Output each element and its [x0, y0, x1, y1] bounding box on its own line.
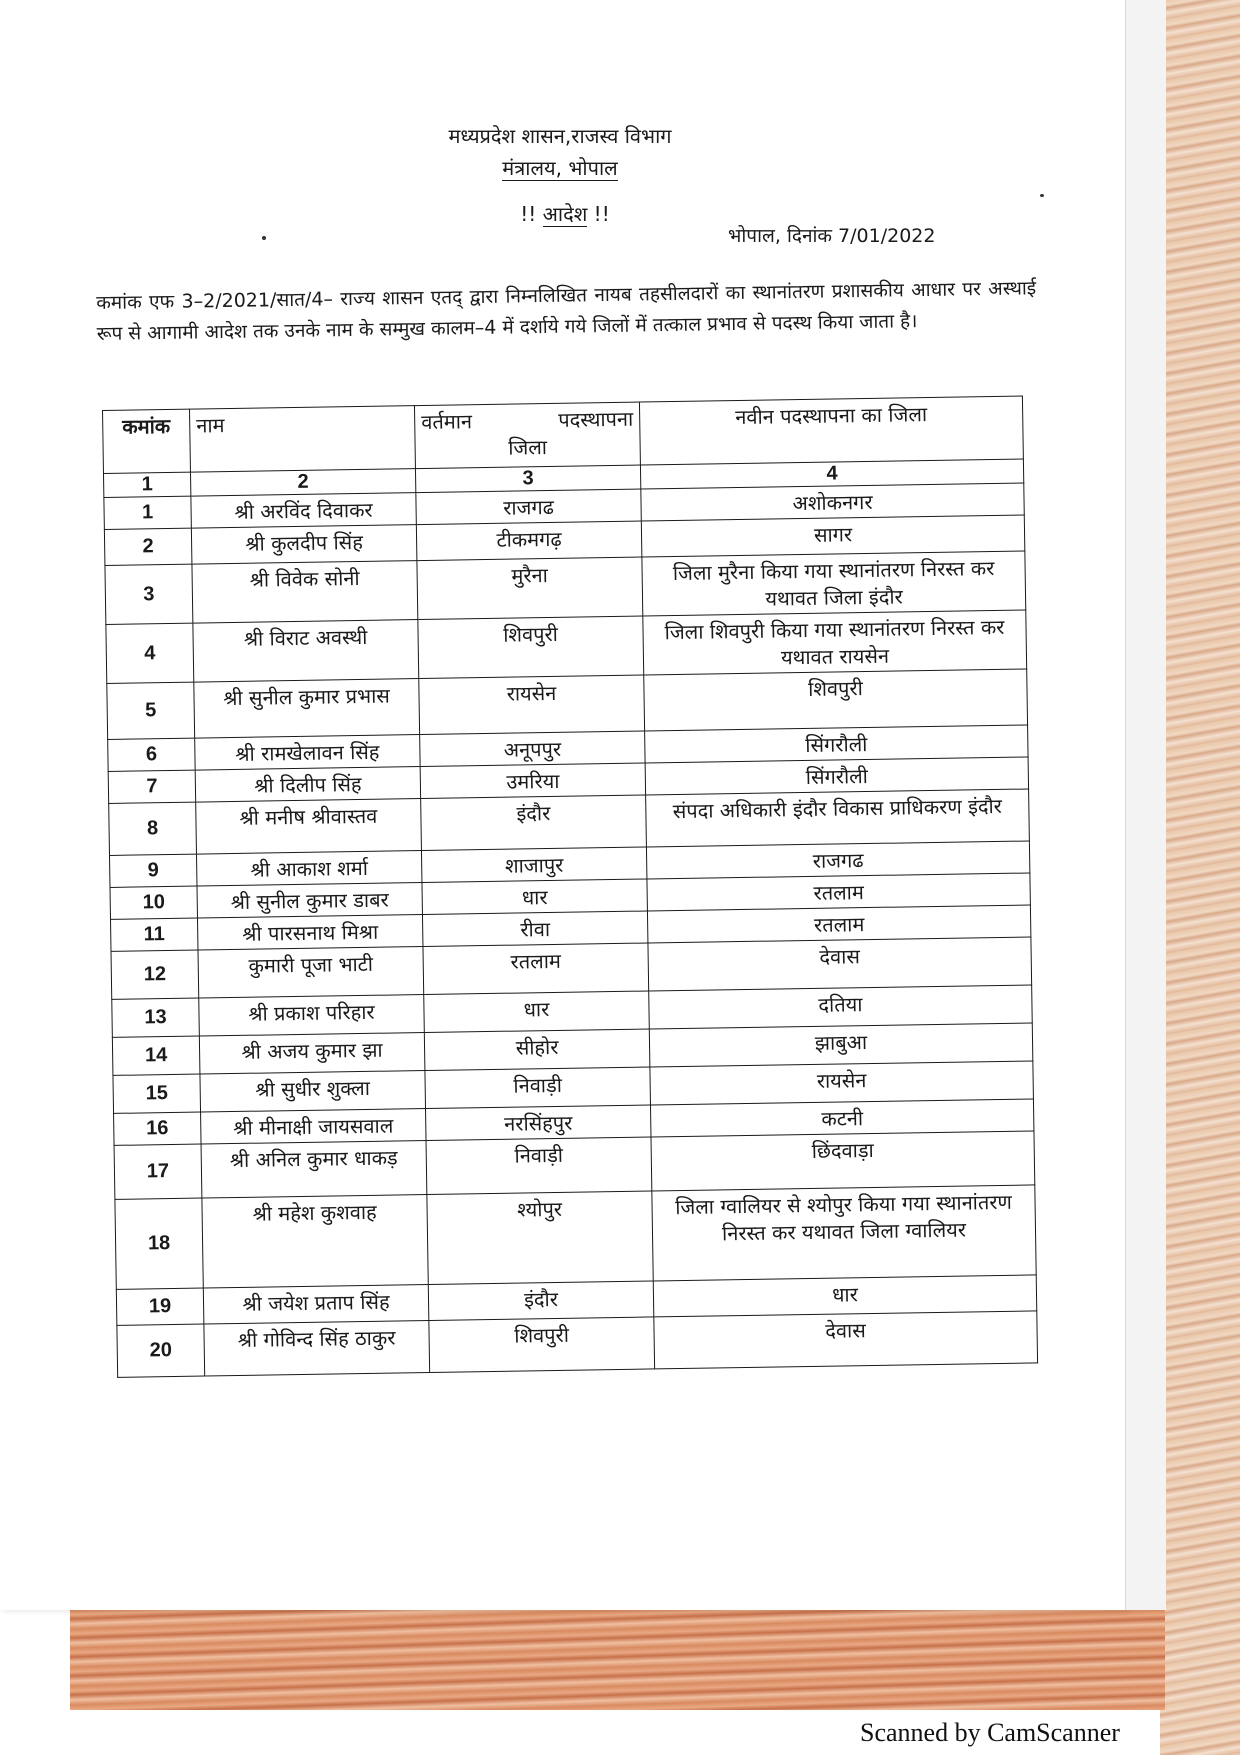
row-current-district: मुरैना: [417, 557, 643, 620]
row-new-district: जिला ग्वालियर से श्योपुर किया गया स्थानांतरण निरस्त कर यथावत जिला ग्वालियर: [652, 1185, 1036, 1281]
row-name: श्री सुनील कुमार प्रभास: [194, 679, 420, 739]
department-heading: मध्यप्रदेश शासन,राजस्व विभाग: [448, 124, 672, 148]
row-serial: 8: [109, 802, 197, 855]
row-current-district: शाजापुर: [421, 847, 646, 883]
row-new-district: रतलाम: [647, 873, 1030, 911]
row-new-district: देवास: [648, 937, 1032, 991]
row-new-district: सिंगरौली: [645, 725, 1028, 763]
page-edge: [1125, 0, 1166, 1610]
row-name: श्री रामखेलावन सिंह: [195, 735, 420, 771]
row-name: श्री अरविंद दिवाकर: [191, 493, 416, 529]
row-current-district: धार: [424, 991, 650, 1033]
row-current-district: अनूपपुर: [420, 731, 645, 767]
row-serial: 14: [112, 1036, 200, 1075]
row-serial: 3: [105, 564, 193, 624]
row-name: श्री सुनील कुमार डाबर: [197, 883, 422, 919]
row-new-district: सिंगरौली: [645, 757, 1028, 795]
row-name: श्री मीनाक्षी जायसवाल: [201, 1109, 426, 1145]
row-name: श्री अजय कुमार झा: [199, 1033, 425, 1075]
wood-background-right: [1160, 0, 1240, 1755]
row-new-district: सागर: [641, 515, 1025, 557]
column-number: 2: [190, 469, 415, 497]
row-new-district: देवास: [654, 1311, 1038, 1369]
row-name: श्री आकाश शर्मा: [196, 851, 421, 887]
row-new-district: शिवपुरी: [644, 669, 1028, 731]
row-current-district: उमरिया: [420, 763, 645, 799]
header-new-district: नवीन पदस्थापना का जिला: [639, 396, 1023, 465]
row-serial: 13: [112, 998, 200, 1037]
row-name: श्री कुलदीप सिंह: [191, 525, 417, 565]
row-current-district: निवाड़ी: [425, 1067, 651, 1109]
row-name: श्री दिलीप सिंह: [195, 767, 420, 803]
column-number: 4: [640, 459, 1023, 489]
header-name: नाम: [189, 406, 415, 473]
row-name: श्री महेश कुशवाह: [202, 1194, 428, 1288]
row-current-district: रतलाम: [423, 943, 649, 995]
row-serial: 5: [107, 682, 195, 739]
row-current-district: इंदौर: [421, 795, 647, 851]
row-name: श्री मनीष श्रीवास्तव: [196, 799, 422, 855]
row-serial: 10: [110, 886, 197, 919]
row-new-district: अशोकनगर: [641, 483, 1024, 521]
transfer-table: [102, 396, 1038, 1378]
row-current-district: शिवपुरी: [418, 616, 644, 679]
row-current-district: धार: [422, 879, 647, 915]
row-current-district: श्योपुर: [427, 1191, 653, 1285]
row-new-district: जिला मुरैना किया गया स्थानांतरण निरस्त कर यथावत जिला इंदौर: [642, 551, 1026, 616]
scan-speck: [1040, 194, 1044, 197]
row-current-district: नरसिंहपुर: [426, 1105, 651, 1141]
row-name: श्री विराट अवस्थी: [193, 620, 419, 683]
ministry-heading: मंत्रालय, भोपाल: [502, 156, 618, 180]
scan-speck: [262, 236, 266, 240]
row-new-district: दतिया: [649, 985, 1033, 1029]
row-new-district: झाबुआ: [649, 1023, 1033, 1067]
row-new-district: धार: [653, 1275, 1037, 1317]
row-serial: 17: [114, 1144, 202, 1199]
row-serial: 15: [113, 1074, 201, 1113]
row-current-district: सीहोर: [424, 1029, 650, 1071]
row-new-district: रतलाम: [647, 905, 1030, 943]
row-new-district: कटनी: [650, 1099, 1033, 1137]
row-serial: 2: [104, 528, 192, 565]
header-serial: कमांक: [103, 409, 191, 473]
row-serial: 6: [108, 738, 195, 771]
row-new-district: जिला शिवपुरी किया गया स्थानांतरण निरस्त कर यथावत रायसेन: [643, 610, 1027, 675]
place-date-line: भोपाल, दिनांक 7/01/2022: [728, 225, 936, 247]
row-serial: 7: [108, 770, 195, 803]
row-serial: 1: [104, 496, 191, 529]
table-row: [115, 1185, 1036, 1289]
row-new-district: राजगढ: [646, 841, 1029, 879]
row-name: श्री गोविन्द सिंह ठाकुर: [204, 1320, 430, 1376]
scanner-watermark: Scanned by CamScanner: [860, 1718, 1120, 1747]
row-serial: 20: [117, 1324, 205, 1377]
order-paragraph: कमांक एफ 3–2/2021/सात/4– राज्य शासन एतद् द्वारा निम्नलिखित नायब तहसीलदारों का स्थानांतरण प्रशासकीय आधार पर अस्थाई रूप से आगामी आदेश तक उनके नाम के सम्मुख कालम–4 में दर्शाये गये जिलों में तत्काल प्रभाव से पदस्थ किया जाता है।: [96, 277, 1037, 345]
row-serial: 4: [106, 623, 194, 683]
row-name: श्री विवेक सोनी: [192, 561, 418, 624]
row-current-district: रीवा: [422, 911, 647, 947]
row-name: श्री सुधीर शुक्ला: [200, 1071, 426, 1113]
row-name: श्री पारसनाथ मिश्रा: [197, 915, 422, 951]
row-current-district: निवाड़ी: [426, 1137, 652, 1195]
row-serial: 11: [111, 918, 198, 951]
row-serial: 19: [116, 1288, 204, 1325]
row-name: श्री प्रकाश परिहार: [199, 995, 425, 1037]
row-current-district: रायसेन: [419, 675, 645, 735]
column-number: 3: [415, 465, 640, 493]
column-number: 1: [103, 472, 190, 497]
row-serial: 18: [115, 1198, 203, 1289]
row-current-district: राजगढ: [416, 489, 641, 525]
row-name: श्री जयेश प्रताप सिंह: [203, 1284, 429, 1324]
row-name: श्री अनिल कुमार धाकड़: [201, 1141, 427, 1199]
header-current-district: वर्तमान पदस्थापना जिला: [414, 402, 640, 469]
order-title: !! आदेश !!: [520, 202, 610, 226]
row-current-district: शिवपुरी: [429, 1317, 655, 1373]
row-new-district: संपदा अधिकारी इंदौर विकास प्राधिकरण इंदौर: [646, 789, 1030, 847]
row-name: कुमारी पूजा भाटी: [198, 947, 424, 999]
wood-background-bottom: [70, 1610, 1165, 1710]
row-serial: 12: [111, 950, 199, 999]
row-current-district: टीकमगढ़: [416, 521, 642, 561]
row-new-district: रायसेन: [650, 1061, 1034, 1105]
row-new-district: छिंदवाड़ा: [651, 1131, 1035, 1191]
row-serial: 9: [109, 854, 196, 887]
row-serial: 16: [114, 1112, 201, 1145]
row-current-district: इंदौर: [428, 1281, 654, 1321]
